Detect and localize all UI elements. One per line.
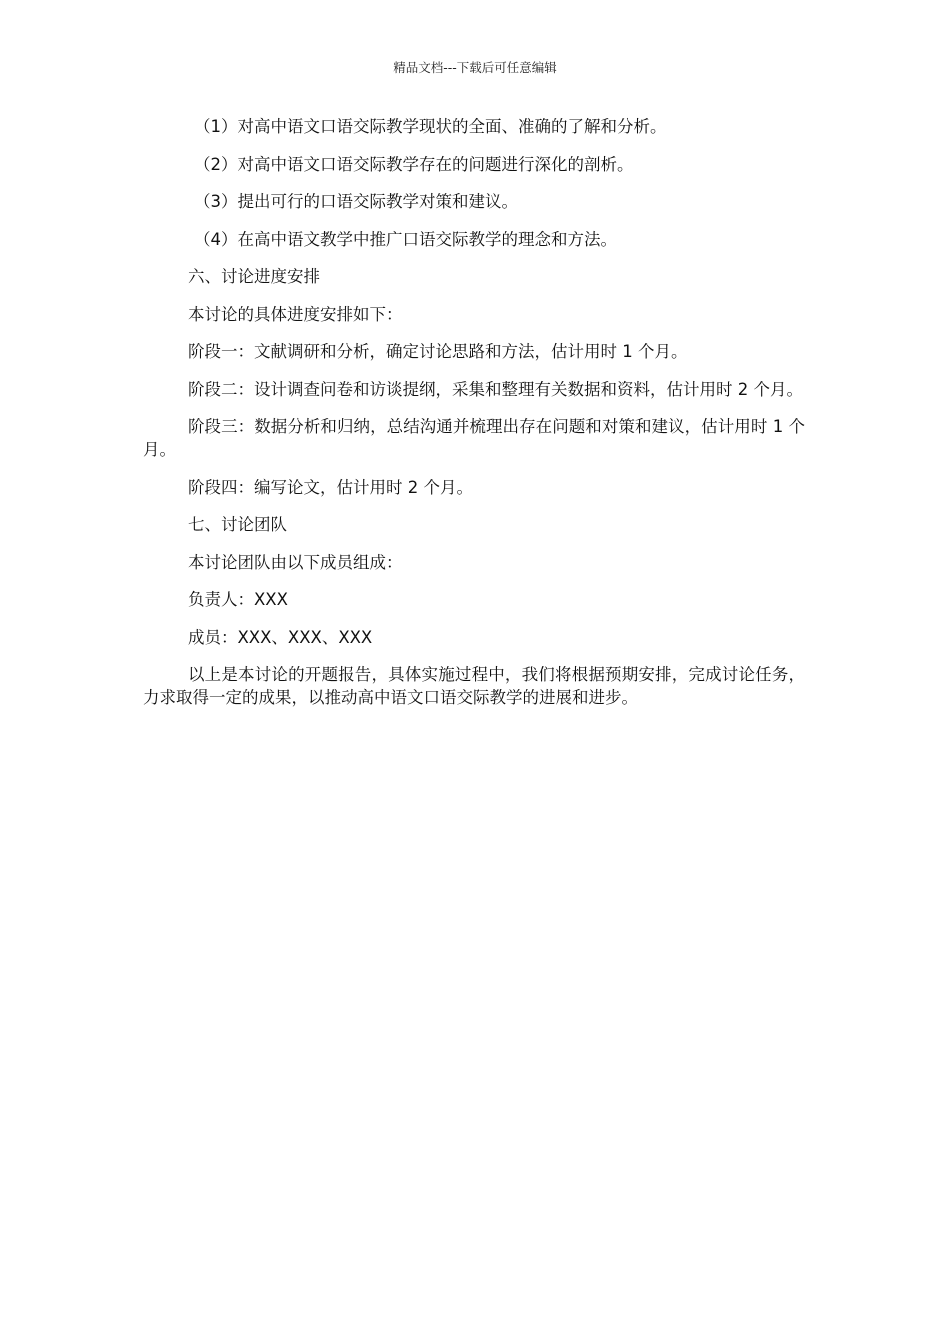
objective-item-2: （2）对高中语文口语交际教学存在的问题进行深化的剖析。 — [194, 154, 634, 174]
schedule-intro: 本讨论的具体进度安排如下： — [188, 304, 403, 324]
document-body — [143, 115, 805, 724]
page-header: 精品文档---下载后可任意编辑 — [393, 60, 557, 75]
team-members: 成员：XXX、XXX、XXX — [188, 627, 373, 647]
team-leader: 负责人：XXX — [188, 590, 288, 609]
team-intro: 本讨论团队由以下成员组成： — [188, 552, 403, 572]
objective-item-1: （1）对高中语文口语交际教学现状的全面、准确的了解和分析。 — [194, 117, 667, 136]
objective-item-4: （4）在高中语文教学中推广口语交际教学的理念和方法。 — [194, 229, 617, 249]
stage-2: 阶段二：设计调查问卷和访谈提纲，采集和整理有关数据和资料，估计用时 2 个月。 — [188, 379, 803, 399]
stage-1: 阶段一：文献调研和分析，确定讨论思路和方法，估计用时 1 个月。 — [188, 342, 688, 361]
stage-3: 阶段三：数据分析和归纳，总结沟通并梳理出存在问题和对策和建议，估计用时 1 个月。 — [143, 417, 805, 459]
section-heading-schedule: 六、讨论进度安排 — [188, 267, 320, 286]
section-heading-team: 七、讨论团队 — [188, 515, 287, 534]
objective-item-3: （3）提出可行的口语交际教学对策和建议。 — [194, 192, 518, 211]
stage-4: 阶段四：编写论文，估计用时 2 个月。 — [188, 477, 473, 497]
conclusion-paragraph: 以上是本讨论的开题报告，具体实施过程中，我们将根据预期安排，完成讨论任务，力求取得一定的成果，以推动高中语文口语交际教学的进展和进步。 — [143, 665, 805, 707]
